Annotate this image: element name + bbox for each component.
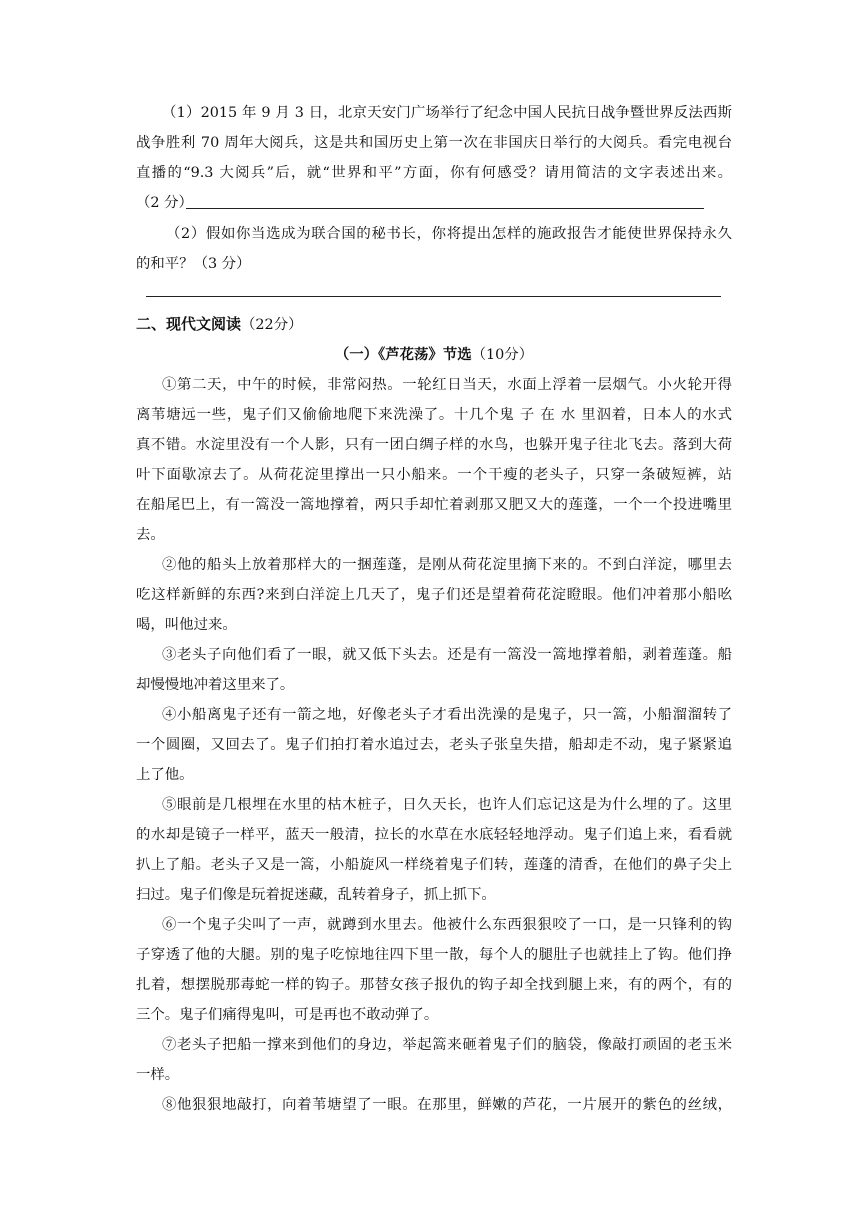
paragraph-7-line-2: 一样。 bbox=[136, 1067, 180, 1083]
paragraph-3-line-2: 却慢慢地冲着这里来了。 bbox=[136, 677, 295, 693]
paragraph-1-line-6: 去。 bbox=[136, 527, 165, 543]
answer-blank-2[interactable] bbox=[146, 296, 721, 297]
paragraph-6-line-3: 扎着，想摆脱那毒蛇一样的钩子。那替女孩子报仇的钩子却全找到腿上来，有的两个，有的 bbox=[136, 977, 732, 993]
paragraph-1-line-4: 叶下面歇凉去了。从荷花淀里撑出一只小船来。一个干瘦的老头子，只穿一条破短裤，站 bbox=[136, 467, 732, 483]
paragraph-4-line-2: 一个圆圈，又回去了。鬼子们拍打着水追过去，老头子张皇失措，船却走不动，鬼子紧紧追 bbox=[136, 737, 732, 753]
question-1-line-3: 直播的“9.3 大阅兵”后，就“世界和平”方面，你有何感受？请用简洁的文字表述出来。 bbox=[136, 165, 732, 181]
paragraph-6-line-2: 子穿透了他的大腿。别的鬼子吃惊地往四下里一散，每个人的腿肚子也就挂上了钩。他们挣 bbox=[136, 947, 732, 963]
paragraph-4-line-1: ④小船离鬼子还有一箭之地，好像老头子才看出洗澡的是鬼子，只一篙，小船溜溜转了 bbox=[162, 707, 732, 723]
paragraph-1-line-2: 离苇塘远一些，鬼子们又偷偷地爬下来洗澡了。十几个鬼 子 在 水 里泅着，日本人的水式 bbox=[136, 407, 732, 423]
paragraph-5-line-3: 扒上了船。老头子又是一篙，小船旋风一样绕着鬼子们转，莲蓬的清香，在他们的鼻子尖上 bbox=[136, 857, 732, 873]
question-1-line-2: 战争胜利 70 周年大阅兵，这是共和国历史上第一次在非国庆日举行的大阅兵。看完电视台 bbox=[136, 135, 732, 151]
paragraph-2-line-1: ②他的船头上放着那样大的一捆莲蓬，是刚从荷花淀里摘下来的。不到白洋淀，哪里去 bbox=[162, 557, 732, 573]
paragraph-5-line-4: 扫过。鬼子们像是玩着捉迷藏，乱转着身子，抓上抓下。 bbox=[136, 887, 496, 903]
section-title: 二、现代文阅读 bbox=[136, 315, 242, 333]
paragraph-2-line-2: 吃这样新鲜的东西?来到白洋淀上几天了，鬼子们还是望着荷花淀瞪眼。他们冲着那小船吆 bbox=[136, 587, 732, 603]
question-2-line-2: 的和平？（3 分） bbox=[136, 256, 251, 272]
paragraph-6-line-1: ⑥一个鬼子尖叫了一声，就蹲到水里去。他被什么东西狠狠咬了一口，是一只锋利的钩 bbox=[162, 917, 732, 933]
section-heading bbox=[136, 314, 303, 335]
paragraph-6-line-4: 三个。鬼子们痛得鬼叫，可是再也不敢动弹了。 bbox=[136, 1007, 439, 1023]
question-1-line-1: （1）2015 年 9 月 3 日，北京天安门广场举行了纪念中国人民抗日战争暨世界反法西斯 bbox=[162, 105, 732, 121]
passage-subtitle bbox=[136, 345, 732, 365]
paragraph-5-line-2: 的水却是镜子一样平，蓝天一般清，拉长的水草在水底轻轻地浮动。鬼子们追上来，看看就 bbox=[136, 827, 732, 843]
question-1-points: （2 分） bbox=[136, 195, 193, 211]
passage-points: （10分） bbox=[471, 347, 534, 363]
paragraph-1-line-5: 在船尾巴上，有一篙没一篙地撑着，两只手却忙着剥那又肥又大的莲蓬，一个一个投进嘴里 bbox=[136, 497, 732, 513]
paragraph-8-line-1: ⑧他狠狠地敲打，向着苇塘望了一眼。在那里，鲜嫩的芦花，一片展开的紫色的丝绒， bbox=[162, 1097, 732, 1113]
paragraph-7-line-1: ⑦老头子把船一撑来到他们的身边，举起篙来砸着鬼子们的脑袋，像敲打顽固的老玉米 bbox=[162, 1037, 732, 1053]
paragraph-5-line-1: ⑤眼前是几根埋在水里的枯木桩子，日久天长，也许人们忘记这是为什么埋的了。这里 bbox=[162, 797, 732, 813]
paragraph-2-line-3: 喝，叫他过来。 bbox=[136, 617, 237, 633]
answer-blank-1[interactable] bbox=[186, 208, 704, 209]
paragraph-4-line-3: 上了他。 bbox=[136, 767, 194, 783]
section-points: （22分） bbox=[241, 317, 303, 333]
paragraph-1-line-3: 真不错。水淀里没有一个人影，只有一团白绸子样的水鸟，也躲开鬼子往北飞去。落到大荷 bbox=[136, 437, 732, 453]
paragraph-1-line-1: ①第二天，中午的时候，非常闷热。一轮红日当天，水面上浮着一层烟气。小火轮开得 bbox=[162, 377, 732, 393]
passage-title: （一）《芦花荡》节选 bbox=[334, 347, 472, 363]
question-2-line-1: （2）假如你当选成为联合国的秘书长，你将提出怎样的施政报告才能使世界保持永久 bbox=[166, 226, 732, 242]
paragraph-3-line-1: ③老头子向他们看了一眼，就又低下头去。还是有一篙没一篙地撑着船，剥着莲蓬。船 bbox=[162, 647, 732, 663]
